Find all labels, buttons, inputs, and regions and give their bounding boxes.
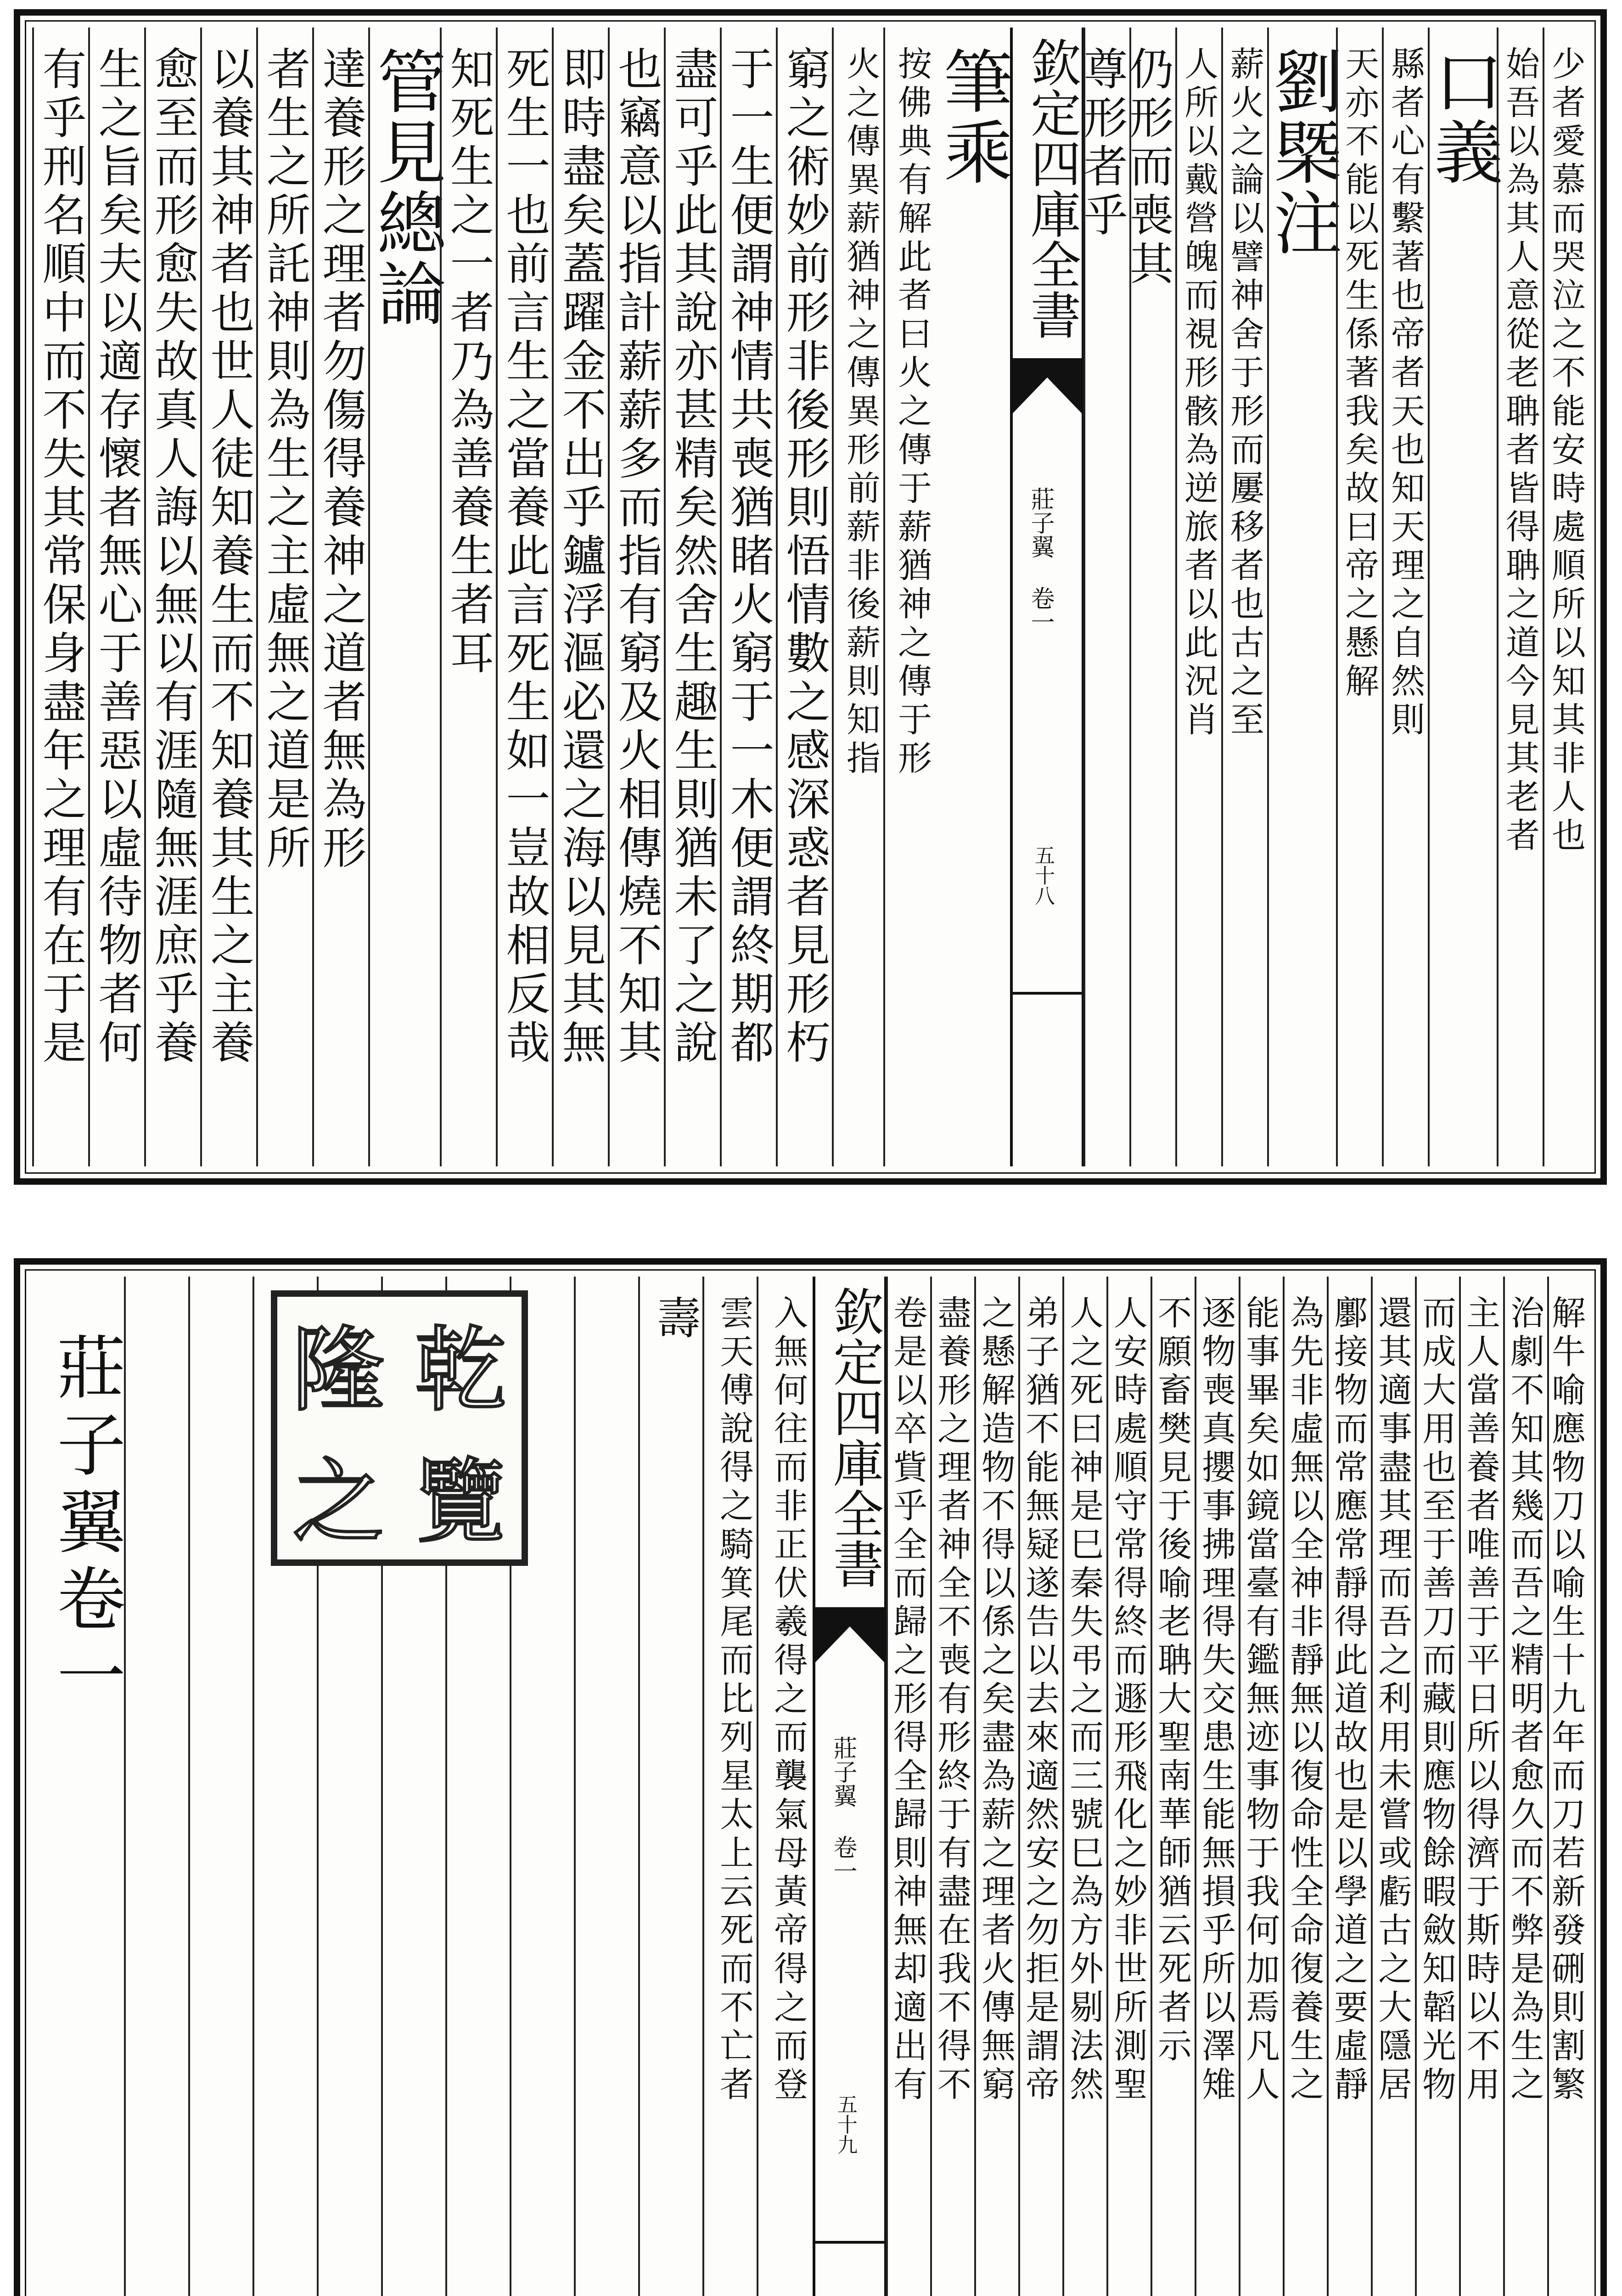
right-column-2: 少者愛慕而哭泣之不能安時處順所以知其非人也	[1543, 28, 1588, 1166]
closing-text: 知死生之一者乃為善養生者耳	[440, 28, 496, 1166]
guanjian-column-6: 有乎刑名順中而不失其常保身盡年之理有在于是	[32, 28, 88, 1166]
bottom-left-column-1: 入無何往而非正伏羲得之而襲氣母黃帝得之而登	[757, 1277, 811, 2296]
guanjian-column-1: 達養形之理者勿傷得養神之道者無為形	[312, 28, 368, 1166]
bottom-right-column-4: 而成大用也至于善刀而藏則應物餘暇斂知韜光物	[1415, 1277, 1459, 2296]
bottom-right-column-11: 人安時處順守常得終而遯形飛化之妙非世所測聖	[1106, 1277, 1151, 2296]
bicheng-column-8: 死生一也前言生之當養此言死生如一豈故相反哉	[496, 28, 552, 1166]
trailing-column: 壽	[638, 1277, 702, 2296]
bottom-right-column-15: 盡養形之理者神全不喪有形終于有盡在我不得不	[930, 1277, 974, 2296]
bottom-right-column-3: 主人當善養者唯善于平日所以得濟于斯時以不用	[1459, 1277, 1503, 2296]
bottom-right-column-8: 能事畢矣如鏡當臺有鑑無迹事物于我何加焉凡人	[1239, 1277, 1283, 2296]
bicheng-column-3: 窮之術妙前形非後形則悟情數之感深惑者見形朽	[776, 28, 832, 1166]
bottom-columns-area	[32, 1277, 1588, 2296]
bottom-right-column-5: 還其適事盡其理而吾之利用未嘗或虧古之大隱居	[1371, 1277, 1415, 2296]
bottom-left-column-2: 雲天傅說得之騎箕尾而比列星太上云死而不亡者	[702, 1277, 757, 2296]
bottom-right-column-9: 逐物喪真攖事拂理得失交患生能無損乎所以澤雉	[1195, 1277, 1239, 2296]
bottom-center-strip	[813, 1277, 887, 2296]
bicheng-heading: 筆乘	[932, 46, 1012, 187]
bottom-right-column-13: 弟子猶不能無疑遂告以去來適然安之勿拒是謂帝	[1018, 1277, 1062, 2296]
guanjian-column-4: 愈至而形愈失故真人誨以無以有涯隨無涯庶乎養	[144, 28, 200, 1166]
seal-char: 隆	[292, 1317, 384, 1424]
top-strip-page-number: 五十八	[1031, 845, 1055, 906]
liu-heading: 劉槩注	[1267, 28, 1336, 1166]
guanjian-heading: 管見總論	[368, 28, 440, 1166]
blank-column-1	[124, 1277, 188, 2296]
top-strip-rule	[1013, 992, 1082, 995]
bottom-right-column-1: 解牛喻應物刀以喻生十九年而刀若新發硎則割繁	[1547, 1277, 1588, 2296]
bicheng-column-1: 按佛典有解此者曰火之傳于薪猶神之傳于形	[883, 28, 935, 1166]
top-center-strip	[1010, 28, 1084, 1166]
bottom-right-column-2: 治劇不知其幾而吾之精明者愈久而不弊是為生之	[1503, 1277, 1547, 2296]
blank-column-8	[574, 1277, 638, 2296]
bicheng-column-4: 于一生便謂神情共喪猶睹火窮于一木便謂終期都	[720, 28, 776, 1166]
top-columns-area	[32, 28, 1588, 1166]
liu-column-4: 尊形者乎	[1083, 28, 1129, 1166]
right-column-1: 始吾以為其人意從老聃者皆得聃之道今見其老者	[1497, 28, 1543, 1166]
top-page	[14, 9, 1607, 1185]
blank-column-2	[188, 1277, 253, 2296]
top-strip-title: 欽定四庫全書	[1022, 37, 1081, 340]
bottom-strip-title: 欽定四庫全書	[825, 1286, 884, 1589]
liu-column-2: 人所以戴營魄而視形骸為逆旅者以此況肖	[1175, 28, 1221, 1166]
bottom-right-column-10: 不願畜樊見于後喻老聃大聖南華師猶云死者示	[1151, 1277, 1195, 2296]
koui-column-1: 縣者心有繫著也帝者天也知天理之自然則	[1382, 28, 1428, 1166]
liu-column-3: 仍形而喪其	[1129, 28, 1175, 1166]
imperial-seal-icon	[271, 1290, 528, 1566]
seal-char: 乾	[414, 1317, 506, 1424]
bottom-right-column-16: 卷是以卒貲乎全而歸之形得全歸則神無却適出有	[886, 1277, 930, 2296]
bicheng-column-5: 盡可乎此其說亦甚精矣然舍生趣生則猶未了之說	[664, 28, 720, 1166]
bottom-page	[14, 1258, 1607, 2296]
bicheng-column-2: 火之傳異薪猶神之傳異形前薪非後薪則知指	[832, 28, 883, 1166]
bottom-strip-page-number: 五十九	[834, 2094, 857, 2155]
guanjian-column-2: 者生之所託神則為生之主虛無之道是所	[256, 28, 312, 1166]
bottom-fishtail-mark	[815, 1607, 884, 1662]
end-title: 莊子翼卷一	[45, 1332, 125, 1717]
bicheng-column-6: 也竊意以指計薪薪多而指有窮及火相傳燒不知其	[608, 28, 664, 1166]
bottom-strip-rule	[815, 2241, 884, 2244]
top-strip-volume: 莊子翼 卷一	[1027, 487, 1054, 634]
bicheng-column-7: 即時盡矣蓋躍金不出乎鑪浮漚必還之海以見其無	[552, 28, 608, 1166]
seal-char: 覽	[414, 1449, 506, 1556]
bottom-right-column-6: 鄽接物而常應常靜得此道故也是以學道之要虛靜	[1327, 1277, 1371, 2296]
bottom-right-column-12: 人之死曰神是巳秦失弔之而三號巳為方外剔法然	[1062, 1277, 1106, 2296]
bottom-strip-volume: 莊子翼 卷一	[829, 1736, 857, 1883]
seal-char: 之	[292, 1449, 384, 1556]
liu-column-1: 薪火之論以譬神舍于形而屢移者也古之至	[1221, 28, 1267, 1166]
koui-column-2: 天亦不能以死生係著我矣故曰帝之懸解	[1336, 28, 1382, 1166]
top-fishtail-mark	[1013, 358, 1082, 413]
bottom-right-column-14: 之懸解造物不得以係之矣盡為薪之理者火傳無窮	[974, 1277, 1018, 2296]
koui-heading: 口義	[1428, 28, 1497, 1166]
guanjian-column-3: 以養其神者也世人徒知養生而不知養其生之主養	[200, 28, 256, 1166]
guanjian-column-5: 生之旨矣夫以適存懷者無心于善惡以虛待物者何	[88, 28, 144, 1166]
bottom-right-column-7: 為先非虛無以全神非靜無以復命性全命復養生之	[1283, 1277, 1327, 2296]
